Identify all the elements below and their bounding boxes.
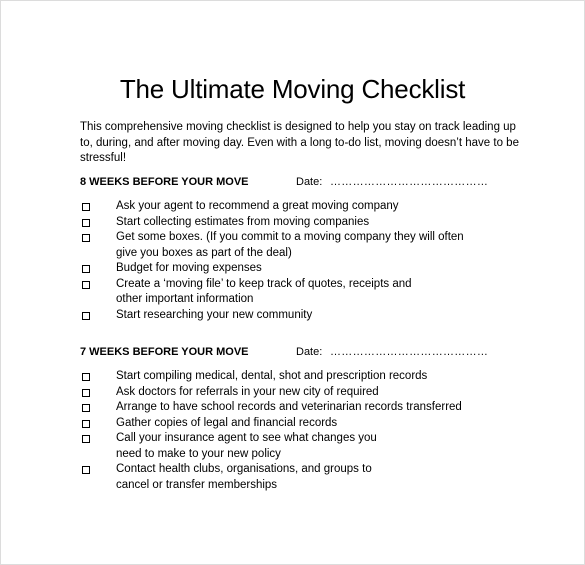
checkbox-icon[interactable] <box>82 466 90 474</box>
section-header <box>80 174 520 190</box>
item-text: Gather copies of legal and financial records <box>116 416 338 429</box>
item-text-continued: need to make to your new policy <box>116 447 281 460</box>
checklist-item <box>80 385 520 401</box>
checkbox-icon[interactable] <box>82 281 90 289</box>
section-heading: 8 WEEKS BEFORE YOUR MOVE <box>80 176 249 188</box>
checklist-item <box>80 261 520 277</box>
section-header <box>80 344 520 360</box>
checkbox-icon[interactable] <box>82 420 90 428</box>
item-text: Contact health clubs, organisations, and groups to <box>116 463 372 475</box>
checklist-item <box>80 400 520 416</box>
date-label: Date: <box>296 176 323 188</box>
item-text-continued: cancel or transfer memberships <box>116 478 278 491</box>
checklist-item <box>80 230 520 261</box>
item-text: Start researching your new community <box>116 308 313 321</box>
section-8-weeks <box>80 174 520 323</box>
item-text: Ask doctors for referrals in your new city of required <box>116 385 379 398</box>
document-title: The Ultimate Moving Checklist <box>119 74 466 104</box>
checkbox-icon[interactable] <box>82 219 90 227</box>
intro-paragraph: This comprehensive moving checklist is designed to help you stay on track leading up to, during, and after moving day. Even with a long to-do list, moving doesn’t have to be stressful! <box>80 121 519 164</box>
date-field-line: …………………………………… <box>330 346 489 358</box>
checklist <box>80 199 520 323</box>
checkbox-icon[interactable] <box>82 404 90 412</box>
section-heading: 7 WEEKS BEFORE YOUR MOVE <box>80 346 249 358</box>
date-field-line: …………………………………… <box>330 176 489 188</box>
checklist-item <box>80 199 520 215</box>
checkbox-icon[interactable] <box>82 389 90 397</box>
item-text: Get some boxes. (If you commit to a moving company they will often <box>116 231 464 243</box>
checkbox-icon[interactable] <box>82 373 90 381</box>
item-text: Call your insurance agent to see what changes you <box>116 432 377 444</box>
checkbox-icon[interactable] <box>82 312 90 320</box>
item-text-continued: give you boxes as part of the deal) <box>116 246 292 259</box>
item-text: Start collecting estimates from moving companies <box>116 215 370 228</box>
checklist-item <box>80 416 520 432</box>
item-text: Budget for moving expenses <box>116 262 262 274</box>
checklist-item <box>80 277 520 308</box>
date-label: Date: <box>296 346 323 358</box>
checkbox-icon[interactable] <box>82 265 90 273</box>
checkbox-icon[interactable] <box>82 234 90 242</box>
item-text-continued: other important information <box>116 293 254 305</box>
checkbox-icon[interactable] <box>82 203 90 211</box>
checklist-item <box>80 431 520 462</box>
item-text: Start compiling medical, dental, shot and prescription records <box>116 370 428 382</box>
checklist-item <box>80 215 520 231</box>
checklist-item <box>80 369 520 385</box>
checklist <box>80 369 520 493</box>
checklist-item <box>80 308 520 324</box>
section-7-weeks <box>80 344 520 493</box>
item-text: Arrange to have school records and veterinarian records transferred <box>116 401 462 413</box>
checklist-item <box>80 462 520 493</box>
checkbox-icon[interactable] <box>82 435 90 443</box>
item-text: Create a ‘moving file’ to keep track of quotes, receipts and <box>116 277 412 290</box>
item-text: Ask your agent to recommend a great moving company <box>116 200 399 212</box>
